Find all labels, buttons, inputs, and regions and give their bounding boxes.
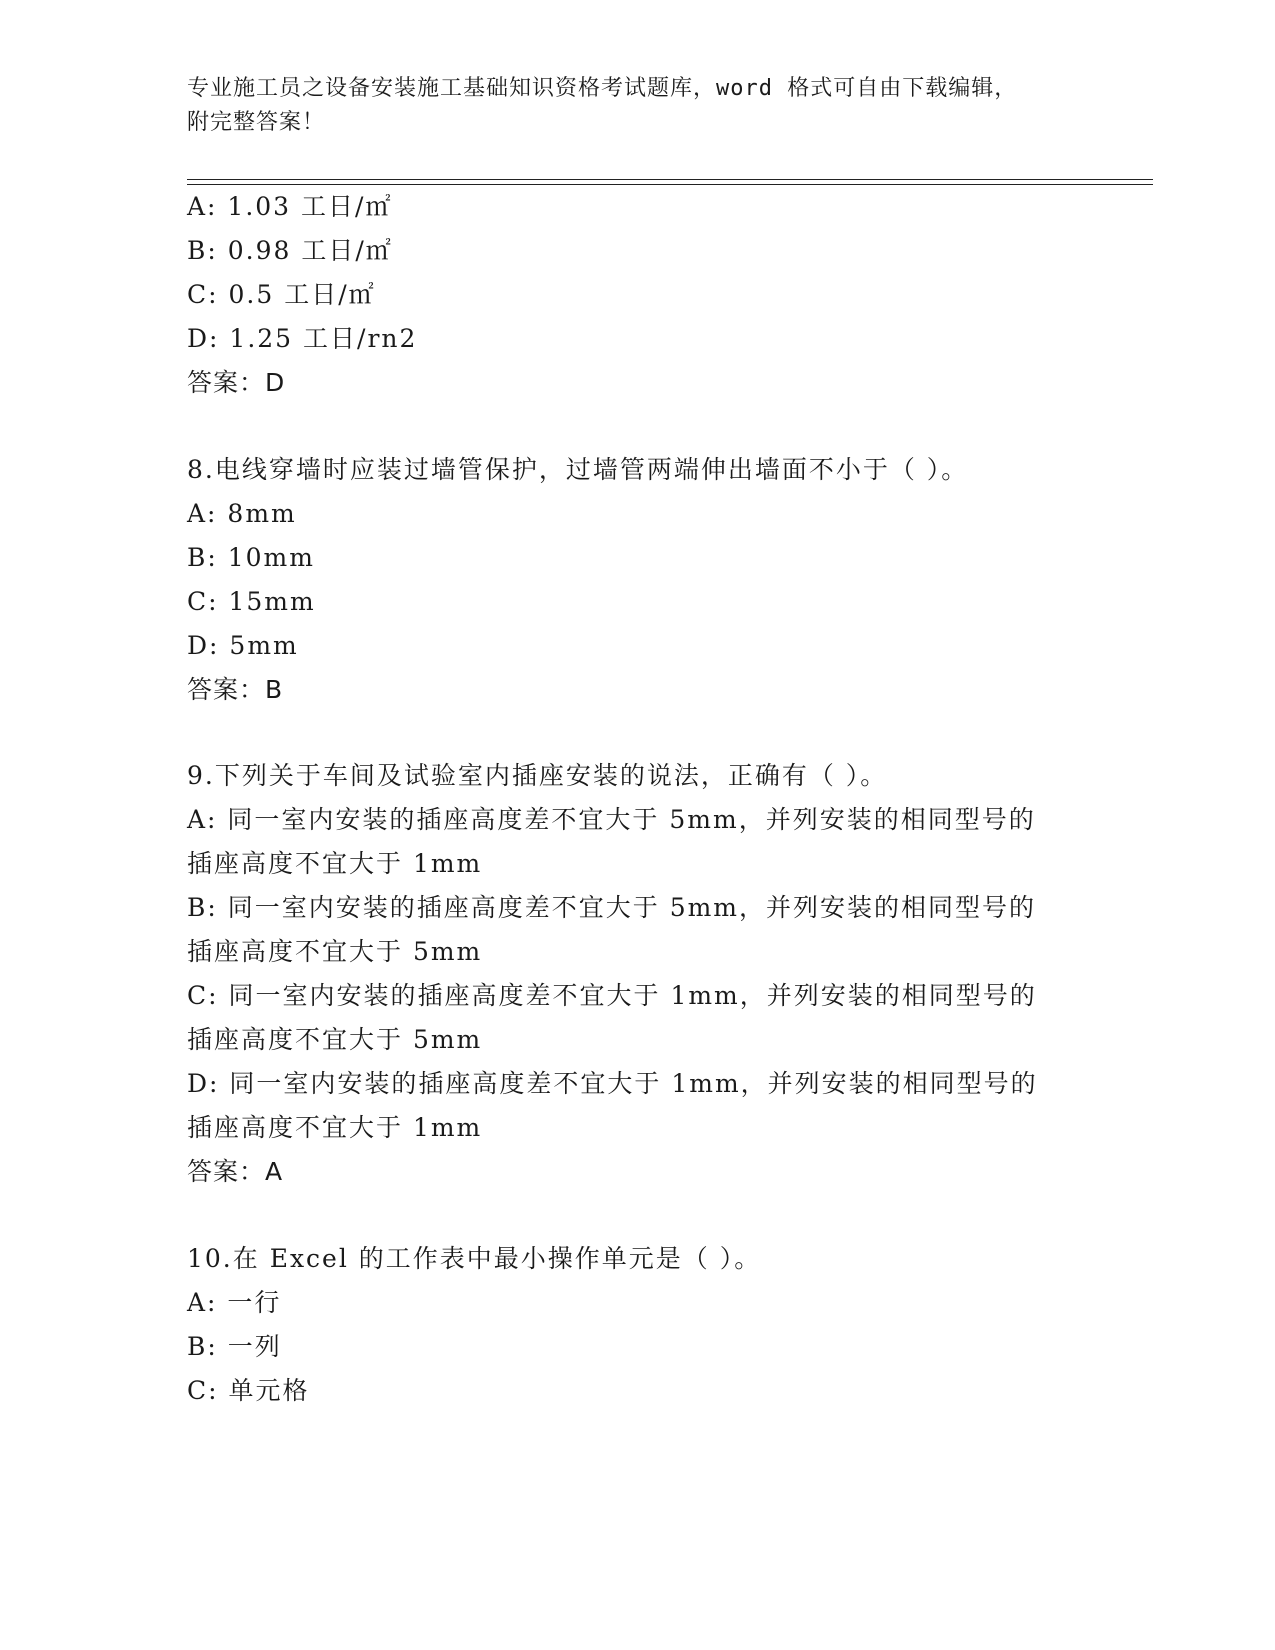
q9-option-c-continued: 插座高度不宜大于 5mm	[187, 1025, 483, 1054]
q9-option-a: A: 同一室内安装的插座高度差不宜大于 5mm，并列安装的相同型号的	[187, 805, 1036, 834]
header-title-line-2: 附完整答案！	[187, 110, 326, 135]
q8-option-d: D: 5mm	[187, 631, 299, 660]
q8-option-a: A: 8mm	[187, 499, 297, 528]
q9-option-d: D: 同一室内安装的插座高度差不宜大于 1mm，并列安装的相同型号的	[187, 1069, 1038, 1098]
q8-answer: 答案：B	[187, 675, 284, 704]
q10-option-c: C: 单元格	[187, 1376, 310, 1405]
q9-option-d-continued: 插座高度不宜大于 1mm	[187, 1113, 483, 1142]
q7-option-a: A: 1.03 工日/㎡	[187, 192, 393, 221]
q10-option-a: A: 一行	[187, 1288, 282, 1317]
q10-question: 10.在 Excel 的工作表中最小操作单元是（ ）。	[187, 1244, 762, 1273]
q9-question: 9.下列关于车间及试验室内插座安装的说法，正确有（ ）。	[187, 761, 888, 790]
q9-option-c: C: 同一室内安装的插座高度差不宜大于 1mm，并列安装的相同型号的	[187, 981, 1037, 1010]
q7-answer: 答案：D	[187, 368, 286, 397]
q8-option-b: B: 10mm	[187, 543, 315, 572]
q9-option-b: B: 同一室内安装的插座高度差不宜大于 5mm，并列安装的相同型号的	[187, 893, 1037, 922]
header-divider-top	[187, 179, 1153, 180]
header-divider-bottom	[187, 184, 1153, 185]
q7-option-c: C: 0.5 工日/㎡	[187, 280, 376, 309]
q10-option-b: B: 一列	[187, 1332, 282, 1361]
q9-answer: 答案：A	[187, 1157, 284, 1186]
document-header	[187, 72, 1087, 140]
q8-question: 8.电线穿墙时应装过墙管保护，过墙管两端伸出墙面不小于（ ）。	[187, 455, 969, 484]
q8-option-c: C: 15mm	[187, 587, 316, 616]
q7-option-b: B: 0.98 工日/㎡	[187, 236, 393, 265]
q7-option-d: D: 1.25 工日/rn2	[187, 324, 418, 353]
header-title-line-1: 专业施工员之设备安装施工基础知识资格考试题库，word 格式可自由下载编辑，	[187, 76, 1018, 101]
q9-option-a-continued: 插座高度不宜大于 1mm	[187, 849, 483, 878]
q9-option-b-continued: 插座高度不宜大于 5mm	[187, 937, 483, 966]
